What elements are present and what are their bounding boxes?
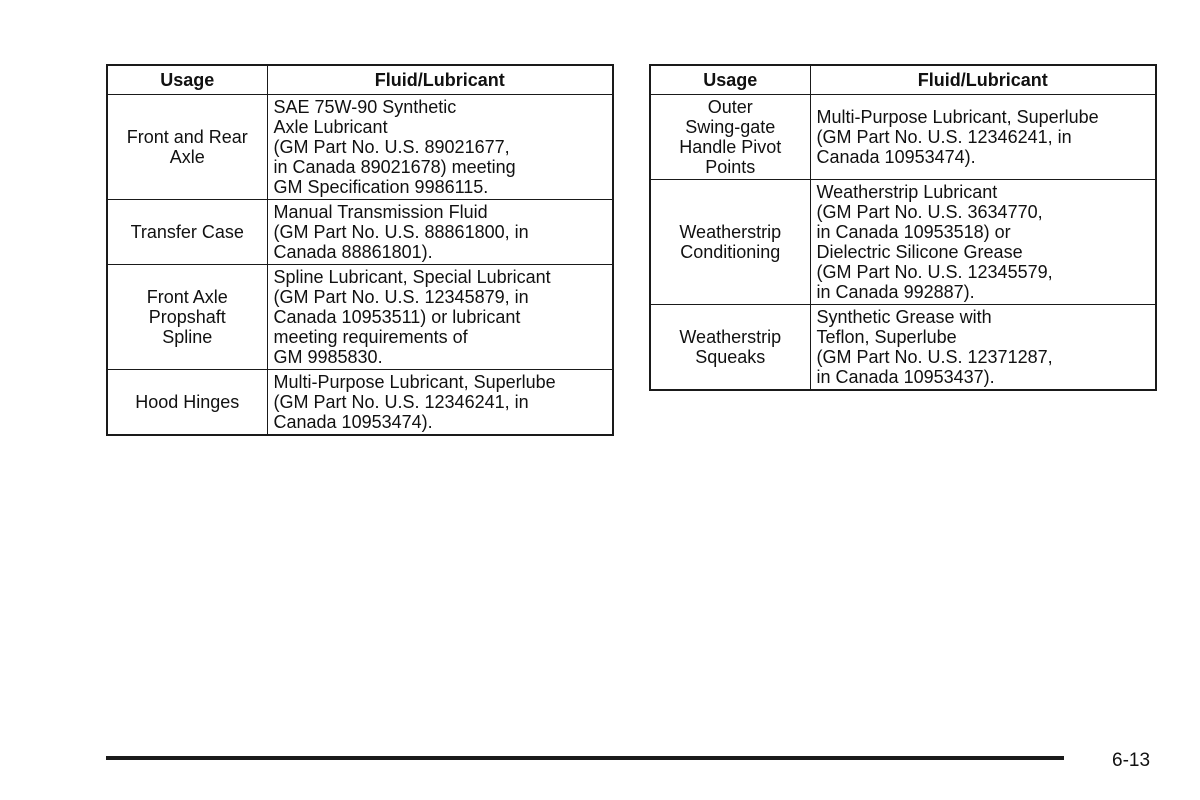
fluid-cell: Synthetic Grease with Teflon, Superlube (GM Part No. U.S. 12371287, in Canada 10953437). [810, 305, 1156, 391]
fluid-cell: Multi-Purpose Lubricant, Superlube (GM Part No. U.S. 12346241, in Canada 10953474). [267, 370, 613, 436]
table-row [107, 95, 613, 200]
table-row [107, 265, 613, 370]
usage-cell: Weatherstrip Conditioning [650, 180, 810, 305]
fluid-cell: Multi-Purpose Lubricant, Superlube (GM Part No. U.S. 12346241, in Canada 10953474). [810, 95, 1156, 180]
table-row [650, 95, 1156, 180]
lubricant-table-left [106, 64, 614, 436]
usage-cell: Hood Hinges [107, 370, 267, 436]
usage-cell: Transfer Case [107, 200, 267, 265]
fluid-cell: Manual Transmission Fluid (GM Part No. U.S. 88861800, in Canada 88861801). [267, 200, 613, 265]
usage-header: Usage [650, 65, 810, 95]
table-row [107, 200, 613, 265]
usage-cell: Front Axle Propshaft Spline [107, 265, 267, 370]
table-row [107, 370, 613, 436]
fluid-cell: SAE 75W-90 Synthetic Axle Lubricant (GM Part No. U.S. 89021677, in Canada 89021678) meeting GM Specification 9986115. [267, 95, 613, 200]
usage-cell: Outer Swing-gate Handle Pivot Points [650, 95, 810, 180]
fluid-header: Fluid/Lubricant [810, 65, 1156, 95]
table-row [650, 305, 1156, 391]
table-header-row [650, 65, 1156, 95]
lubricant-table-right [649, 64, 1157, 391]
page-number: 6-13 [1112, 750, 1151, 771]
table-header-row [107, 65, 613, 95]
footer-rule [106, 756, 1064, 760]
usage-cell: Weatherstrip Squeaks [650, 305, 810, 391]
fluid-header: Fluid/Lubricant [267, 65, 613, 95]
usage-header: Usage [107, 65, 267, 95]
table-row [650, 180, 1156, 305]
fluid-cell: Spline Lubricant, Special Lubricant (GM Part No. U.S. 12345879, in Canada 10953511) or lubricant meeting requirements of GM 9985830. [267, 265, 613, 370]
usage-cell: Front and Rear Axle [107, 95, 267, 200]
fluid-cell: Weatherstrip Lubricant (GM Part No. U.S. 3634770, in Canada 10953518) or Dielectric Silicone Grease (GM Part No. U.S. 12345579, in Canada 992887). [810, 180, 1156, 305]
